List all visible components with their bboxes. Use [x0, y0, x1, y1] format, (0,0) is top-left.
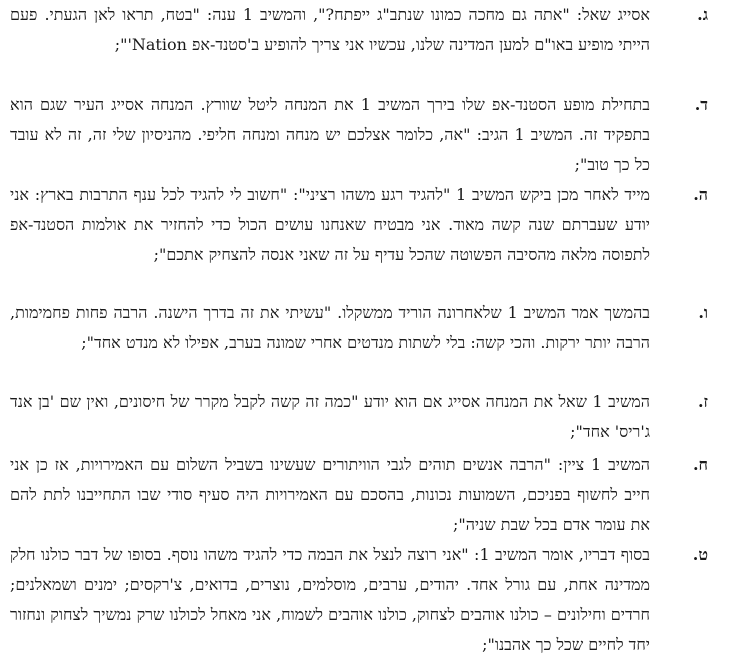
clause-text: בתחילת מופע הסטנד-אפ שלו בירך המשיב 1 את המנחה ליטל שוורץ. המנחה אסייג העיר שגם הוא בתפקיד זה. המשיב 1 הגיב: "אה, כלומר אצלכם יש מנחה ומנחה חליפי. מהניסיון שלי זה, זה לא עובד כל כך טוב";: [10, 95, 651, 174]
clause-zayin: [10, 387, 708, 447]
clause-text: המשיב 1 ציין: "הרבה אנשים תוהים לגבי הוויתורים שעשינו בשביל השלום עם האמירויות, אז כן אני חייב לחשוף בפניכם, השמועות נכונות, בהסכם עם האמירויות היה סעיף סודי שבו התחייבנו לתת להם את עומר אדם בכל שבת שניה";: [10, 455, 650, 534]
clause-letter: ח.: [692, 455, 708, 474]
clause-text: המשיב 1 שאל את המנחה אסייג אם הוא יודע "כמה זה קשה לקבל מקרר של חיסונים, ואין שם 'בן אנד ג'ריס' אחד";: [10, 392, 650, 441]
clause-tet: [10, 540, 708, 660]
clause-letter: ז.: [697, 392, 708, 411]
clause-vav: [10, 298, 708, 358]
clause-letter: ד.: [694, 95, 708, 114]
clause-letter: ג.: [697, 5, 708, 24]
clause-text: בהמשך אמר המשיב 1 שלאחרונה הוריד ממשקלו. "עשיתי את זה בדרך הישנה. הרבה פחות פחמימות, הרבה יותר ירקות. והכי קשה: בלי לשתות מנדטים אחרי שמונה בערב, אפילו לא מנדט אחד";: [10, 303, 650, 352]
clause-text: מייד לאחר מכן ביקש המשיב 1 "להגיד רגע משהו רציני": "חשוב לי להגיד לכל ענף התרבות בארץ: אני יודע שעברתם שנה קשה מאוד. אני מבטיח שאנחנו עושים הכול כדי להחזיר את אולמות הסטנד-אפ לתפוסה מלאה מהסיבה הפשוטה שהכל עדיף על זה שאני אנסה להצחיק אתכם";: [10, 185, 650, 264]
clause-gimel: [10, 0, 708, 60]
clause-het: [10, 450, 708, 540]
clause-he: [10, 180, 708, 270]
clause-letter: ט.: [692, 545, 708, 564]
clause-letter: ה.: [693, 185, 708, 204]
clause-text: בסוף דבריו, אומר המשיב 1: "אני רוצה לנצל את הבמה כדי להגיד משהו נוסף. בסופו של דבר כולנו חלק ממדינה אחת, עם גורל אחד. יהודים, ערבים, מוסלמים, נוצרים, בדואים, צ'רקסים; ימנים ושמאלנים; חרדים וחילונים – כולנו אוהבים לצחוק, כולנו אוהבים לשמוח, אני מאחל לכולנו שרק נמשיך לצחוק ונחזור יחד לחיים שכל כך אהבנו";: [10, 545, 650, 654]
clause-text: אסייג שאל: "אתה גם מחכה כמונו שנתב"ג ייפתח?", והמשיב 1 ענה: "בטח, תראו לאן הגעתי. פעם הייתי מופיע באו"ם למען המדינה שלנו, עכשיו אני צריך להופיע ב'סטנד-אפ Nation'";: [10, 5, 650, 54]
clause-letter: ו.: [698, 303, 708, 322]
clause-dalet: [10, 90, 708, 180]
